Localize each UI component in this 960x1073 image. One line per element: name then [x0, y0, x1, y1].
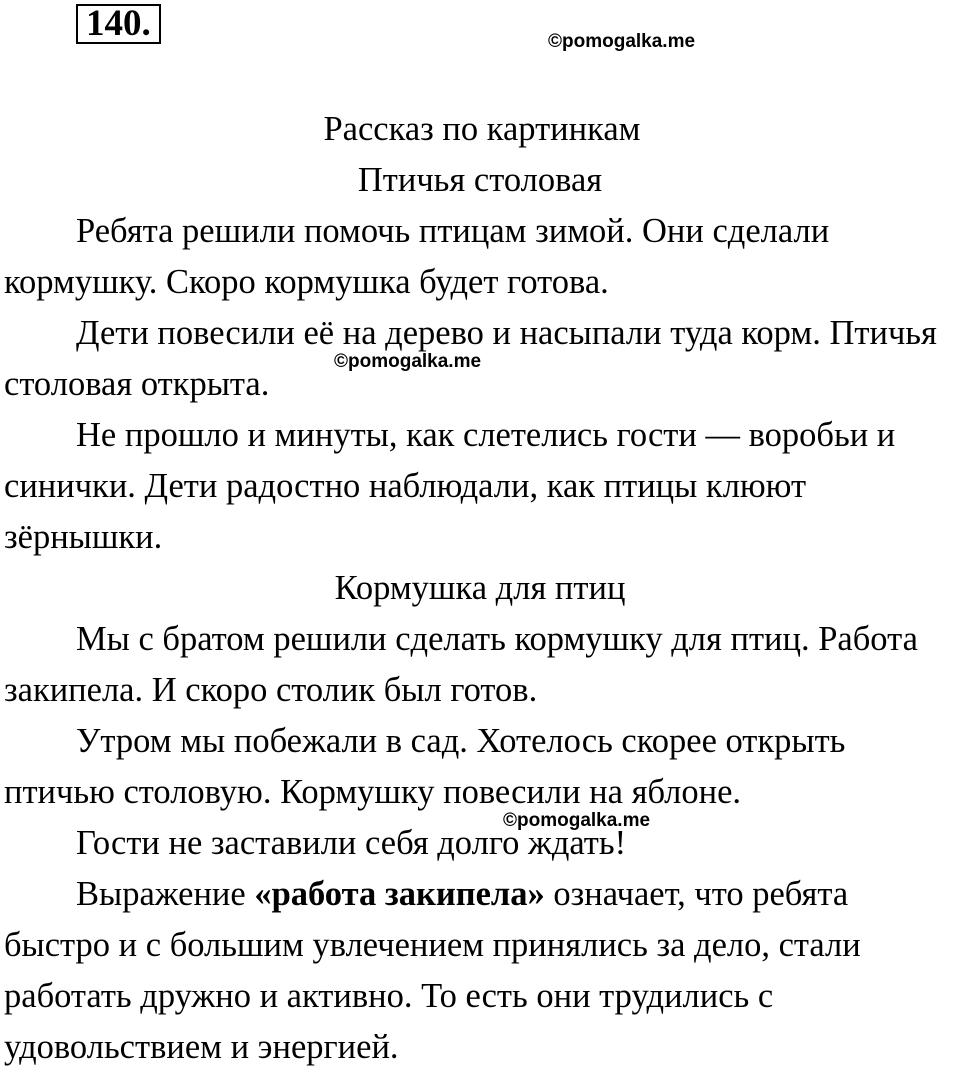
- paragraph: Не прошло и минуты, как слетелись гости — воробьи и синички. Дети радостно наблюдали, как птицы клюют зёрнышки.: [4, 416, 896, 556]
- paragraph: Утром мы побежали в сад. Хотелось скорее открыть птичью столовую. Кормушку повесили на яблоне.: [4, 722, 846, 811]
- explanation-phrase: «работа закипела»: [254, 875, 545, 913]
- explanation-before: Выражение: [76, 875, 255, 913]
- task-number-value: 140: [86, 3, 142, 44]
- part2-title: Кормушка для птиц: [334, 569, 626, 607]
- explanation-after: означает, что ребята быстро и с большим увлечением принялись за дело, стали работать дружно и активно. То есть они трудились с удовольствием и энергией.: [4, 875, 861, 1066]
- paragraph: Гости не заставили себя долго ждать!: [76, 824, 627, 862]
- task-number-dot: .: [141, 3, 151, 44]
- paragraph: Ребята решили помочь птицам зимой. Они сделали кормушку. Скоро кормушка будет готова.: [4, 212, 830, 301]
- explanation-paragraph: [4, 869, 956, 1073]
- watermark: ©pomogalka.me: [334, 351, 482, 372]
- paragraph: Мы с братом решили сделать кормушку для птиц. Работа закипела. И скоро столик был готов.: [4, 620, 918, 709]
- document-body: [4, 104, 956, 1073]
- task-number: [76, 4, 161, 44]
- watermark: ©pomogalka.me: [548, 31, 696, 52]
- story-heading: Рассказ по картинкам: [323, 110, 641, 148]
- watermark: ©pomogalka.me: [503, 810, 651, 831]
- part1-title: Птичья столовая: [357, 161, 603, 199]
- paragraph: Дети повесили её на дерево и насыпали туда корм. Птичья столовая открыта.: [4, 314, 937, 403]
